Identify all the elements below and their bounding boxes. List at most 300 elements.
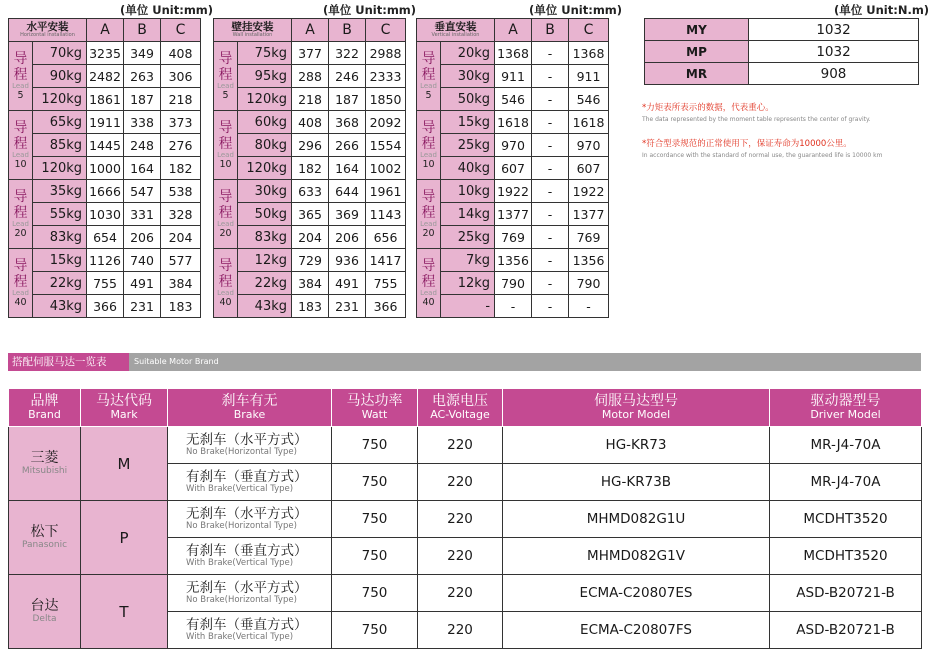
- table-row: [9, 134, 201, 157]
- table-row: [417, 180, 609, 203]
- table-cell: 546: [569, 88, 609, 111]
- load-weight: 43kg: [238, 295, 292, 318]
- table-row: [417, 295, 609, 318]
- table-cell: -: [569, 295, 609, 318]
- table-cell: -: [532, 111, 569, 134]
- table-cell: 1356: [569, 249, 609, 272]
- load-weight: 15kg: [33, 249, 87, 272]
- table-cell: -: [532, 226, 569, 249]
- lead-value: 10: [422, 159, 435, 171]
- load-weight: 75kg: [238, 42, 292, 65]
- load-weight: 85kg: [33, 134, 87, 157]
- brake-label: 有刹车（垂直方式）: [186, 542, 308, 559]
- brand-cell: [9, 575, 81, 649]
- table-cell: 577: [161, 249, 201, 272]
- brake-label-en: With Brake(Vertical Type): [186, 557, 294, 568]
- lead-label: 程: [421, 67, 436, 84]
- column-header-label-en: Mark: [110, 408, 138, 422]
- column-header-b: B: [329, 19, 366, 42]
- table-row: [214, 65, 406, 88]
- lead-label: 导: [218, 258, 233, 275]
- load-weight: 120kg: [33, 157, 87, 180]
- moment-table: [644, 18, 919, 85]
- table-cell: 755: [366, 272, 406, 295]
- table-cell: 218: [161, 88, 201, 111]
- table-cell: 1922: [495, 180, 532, 203]
- motor-model-cell: MHMD082G1U: [503, 501, 770, 538]
- column-header-label: 马达代码: [96, 393, 152, 410]
- table-cell: 1417: [366, 249, 406, 272]
- table-cell: 368: [329, 111, 366, 134]
- table-row: [9, 180, 201, 203]
- lead-label: 程: [13, 274, 28, 291]
- load-weight: 12kg: [238, 249, 292, 272]
- lead-label-en: Lead: [12, 82, 29, 91]
- installation-label-en: Wall installation: [232, 32, 273, 39]
- column-header-a: A: [292, 19, 329, 42]
- table-cell: 1666: [87, 180, 124, 203]
- column-header-label: 刹车有无: [221, 393, 278, 410]
- load-weight: 80kg: [238, 134, 292, 157]
- table-cell: 911: [569, 65, 609, 88]
- vertical-installation-table: [416, 18, 609, 318]
- table-cell: 769: [495, 226, 532, 249]
- load-weight: 15kg: [441, 111, 495, 134]
- driver-model-cell: MCDHT3520: [770, 501, 922, 538]
- table-row: [417, 272, 609, 295]
- table-cell: -: [495, 295, 532, 318]
- table-cell: -: [532, 272, 569, 295]
- column-header-label-en: Motor Model: [601, 408, 671, 422]
- brake-cell: [168, 612, 332, 649]
- table-cell: 2482: [87, 65, 124, 88]
- installation-label-en: Horizontal installation: [20, 32, 75, 39]
- table-cell: -: [532, 295, 569, 318]
- table-cell: 187: [124, 88, 161, 111]
- load-weight: 25kg: [441, 226, 495, 249]
- table-cell: 1356: [495, 249, 532, 272]
- column-header: [332, 389, 418, 427]
- installation-header: [417, 19, 495, 42]
- brand-name-en: Mitsubishi: [21, 466, 68, 477]
- lead-label: 导: [421, 258, 436, 275]
- brand-name: 三菱: [30, 450, 59, 467]
- moment-value: 1032: [749, 41, 919, 63]
- table-cell: 538: [161, 180, 201, 203]
- lead-cell: [417, 249, 441, 318]
- unit-label-horizontal: (单位 Unit:mm): [120, 3, 214, 17]
- table-cell: 1618: [495, 111, 532, 134]
- lead-cell: [9, 180, 33, 249]
- table-cell: 218: [292, 88, 329, 111]
- table-cell: 384: [161, 272, 201, 295]
- table-cell: 3235: [87, 42, 124, 65]
- table-cell: 1000: [87, 157, 124, 180]
- installation-header: [214, 19, 292, 42]
- table-cell: 328: [161, 203, 201, 226]
- table-cell: 369: [329, 203, 366, 226]
- table-cell: 288: [292, 65, 329, 88]
- lead-label: 程: [13, 136, 28, 153]
- table-cell: 349: [124, 42, 161, 65]
- brake-label: 有刹车（垂直方式）: [186, 616, 308, 633]
- table-cell: 1368: [569, 42, 609, 65]
- table-row: [214, 226, 406, 249]
- voltage-cell: 220: [418, 575, 503, 612]
- brake-cell: [168, 501, 332, 538]
- column-header-label: 电源电压: [432, 393, 488, 410]
- load-weight: 95kg: [238, 65, 292, 88]
- table-cell: 1618: [569, 111, 609, 134]
- load-weight: 83kg: [238, 226, 292, 249]
- column-header-b: B: [532, 19, 569, 42]
- brand-name-en: Panasonic: [21, 540, 68, 551]
- moment-key: MY: [645, 19, 749, 41]
- motor-model-cell: MHMD082G1V: [503, 538, 770, 575]
- unit-label-vertical: (单位 Unit:mm): [529, 3, 623, 17]
- table-row: [214, 180, 406, 203]
- table-cell: 546: [495, 88, 532, 111]
- load-weight: 40kg: [441, 157, 495, 180]
- lead-cell: [9, 249, 33, 318]
- lead-cell: [417, 111, 441, 180]
- table-cell: 1002: [366, 157, 406, 180]
- installation-label-en: Vertical installation: [431, 32, 480, 39]
- table-cell: 276: [161, 134, 201, 157]
- note-guaranteed-life: [642, 137, 882, 159]
- table-row: [9, 501, 922, 538]
- table-row: [9, 203, 201, 226]
- note-text: *符合型录规范的正常使用下，保证寿命为10000公里。: [642, 139, 852, 149]
- lead-label: 导: [421, 120, 436, 137]
- table-cell: 547: [124, 180, 161, 203]
- lead-cell: [214, 249, 238, 318]
- unit-label-wall: (单位 Unit:mm): [323, 3, 417, 17]
- note-text-en: In accordance with the standard of normal use, the guaranteed life is 10000 km: [642, 152, 883, 159]
- table-row: [214, 272, 406, 295]
- brand-name: 台达: [30, 598, 59, 615]
- table-cell: 607: [495, 157, 532, 180]
- table-cell: 2333: [366, 65, 406, 88]
- table-cell: 408: [161, 42, 201, 65]
- lead-value: 40: [14, 297, 27, 309]
- lead-label: 程: [218, 274, 233, 291]
- table-row: [417, 88, 609, 111]
- watt-cell: 750: [332, 575, 418, 612]
- table-row: [417, 226, 609, 249]
- table-cell: 187: [329, 88, 366, 111]
- brake-cell: [168, 427, 332, 464]
- table-row: [417, 65, 609, 88]
- watt-cell: 750: [332, 427, 418, 464]
- table-row: [417, 42, 609, 65]
- table-cell: 1143: [366, 203, 406, 226]
- table-row: [9, 157, 201, 180]
- table-cell: 183: [292, 295, 329, 318]
- note-text-en: The data represented by the moment table represents the center of gravity.: [642, 116, 871, 123]
- column-header-label-en: Brand: [28, 408, 61, 422]
- table-cell: 183: [161, 295, 201, 318]
- lead-label: 导: [218, 51, 233, 68]
- load-weight: 30kg: [238, 180, 292, 203]
- table-cell: 790: [495, 272, 532, 295]
- motor-model-cell: HG-KR73B: [503, 464, 770, 501]
- load-weight: 120kg: [238, 157, 292, 180]
- table-row: [214, 111, 406, 134]
- table-row: [9, 65, 201, 88]
- table-row: [417, 134, 609, 157]
- load-weight: 22kg: [33, 272, 87, 295]
- table-row: [9, 427, 922, 464]
- table-cell: 306: [161, 65, 201, 88]
- table-cell: 263: [124, 65, 161, 88]
- lead-label: 导: [13, 258, 28, 275]
- brake-cell: [168, 575, 332, 612]
- table-cell: 656: [366, 226, 406, 249]
- load-weight: 7kg: [441, 249, 495, 272]
- table-cell: 1377: [569, 203, 609, 226]
- load-weight: 25kg: [441, 134, 495, 157]
- table-cell: 206: [329, 226, 366, 249]
- lead-label-en: Lead: [217, 82, 234, 91]
- driver-model-cell: MR-J4-70A: [770, 464, 922, 501]
- lead-label: 导: [421, 189, 436, 206]
- load-weight: 60kg: [238, 111, 292, 134]
- voltage-cell: 220: [418, 538, 503, 575]
- table-cell: 164: [329, 157, 366, 180]
- table-cell: 366: [366, 295, 406, 318]
- load-weight: 90kg: [33, 65, 87, 88]
- mark-cell: M: [81, 427, 168, 501]
- column-header-label-en: AC-Voltage: [430, 408, 490, 422]
- table-cell: 740: [124, 249, 161, 272]
- load-weight: -: [441, 295, 495, 318]
- table-cell: 491: [329, 272, 366, 295]
- lead-value: 20: [219, 228, 232, 240]
- brake-label-en: With Brake(Vertical Type): [186, 483, 294, 494]
- lead-label: 程: [421, 136, 436, 153]
- column-header-b: B: [124, 19, 161, 42]
- table-row: [9, 42, 201, 65]
- table-row: [9, 272, 201, 295]
- load-weight: 43kg: [33, 295, 87, 318]
- brake-label: 无刹车（水平方式）: [186, 579, 308, 596]
- lead-cell: [9, 111, 33, 180]
- header-row: [214, 19, 406, 42]
- lead-label: 导: [218, 120, 233, 137]
- load-weight: 70kg: [33, 42, 87, 65]
- lead-label-en: Lead: [420, 82, 437, 91]
- table-row: [214, 42, 406, 65]
- table-cell: 729: [292, 249, 329, 272]
- load-weight: 83kg: [33, 226, 87, 249]
- watt-cell: 750: [332, 612, 418, 649]
- table-cell: 206: [124, 226, 161, 249]
- table-row: [417, 111, 609, 134]
- column-header: [770, 389, 922, 427]
- motor-section-title: 搭配伺服马达一览表: [8, 353, 129, 371]
- mark-cell: T: [81, 575, 168, 649]
- load-weight: 12kg: [441, 272, 495, 295]
- table-row: [9, 226, 201, 249]
- column-header-label-en: Watt: [361, 408, 388, 422]
- lead-label: 导: [13, 189, 28, 206]
- lead-label: 导: [218, 189, 233, 206]
- table-cell: 633: [292, 180, 329, 203]
- lead-label: 导: [13, 51, 28, 68]
- table-cell: 231: [329, 295, 366, 318]
- load-weight: 65kg: [33, 111, 87, 134]
- table-row: [417, 249, 609, 272]
- table-cell: 204: [161, 226, 201, 249]
- lead-label-en: Lead: [217, 151, 234, 160]
- column-header-label: 马达功率: [346, 393, 403, 410]
- brand-name: 松下: [30, 524, 59, 541]
- header-row: [9, 19, 201, 42]
- column-header-a: A: [495, 19, 532, 42]
- table-cell: 384: [292, 272, 329, 295]
- installation-label: 壁挂安装: [231, 20, 274, 33]
- motor-model-cell: HG-KR73: [503, 427, 770, 464]
- table-cell: 491: [124, 272, 161, 295]
- lead-label: 导: [421, 51, 436, 68]
- column-header-label-en: Driver Model: [810, 408, 881, 422]
- lead-label: 程: [421, 274, 436, 291]
- table-cell: 2988: [366, 42, 406, 65]
- lead-value: 20: [422, 228, 435, 240]
- lead-label: 程: [218, 136, 233, 153]
- lead-label-en: Lead: [12, 220, 29, 229]
- table-cell: 331: [124, 203, 161, 226]
- table-cell: 1030: [87, 203, 124, 226]
- lead-value: 20: [14, 228, 27, 240]
- table-cell: 654: [87, 226, 124, 249]
- brake-label-en: No Brake(Horizontal Type): [186, 446, 297, 457]
- table-cell: 182: [161, 157, 201, 180]
- installation-label: 垂直安装: [434, 20, 477, 33]
- table-cell: -: [532, 180, 569, 203]
- brake-label: 无刹车（水平方式）: [186, 505, 308, 522]
- table-row: [9, 249, 201, 272]
- table-cell: 182: [292, 157, 329, 180]
- column-header-a: A: [87, 19, 124, 42]
- table-cell: 1445: [87, 134, 124, 157]
- lead-value: 10: [14, 159, 27, 171]
- motor-brand-table: [8, 388, 922, 649]
- motor-model-cell: ECMA-C20807ES: [503, 575, 770, 612]
- voltage-cell: 220: [418, 612, 503, 649]
- column-header-label: 驱动器型号: [810, 393, 881, 410]
- load-weight: 50kg: [441, 88, 495, 111]
- lead-label-en: Lead: [12, 289, 29, 298]
- table-row: [214, 249, 406, 272]
- column-header-label: 伺服马达型号: [594, 393, 678, 410]
- lead-value: 5: [17, 90, 24, 102]
- driver-model-cell: MCDHT3520: [770, 538, 922, 575]
- brake-label-en: With Brake(Vertical Type): [186, 631, 294, 642]
- table-cell: 408: [292, 111, 329, 134]
- table-cell: 164: [124, 157, 161, 180]
- lead-cell: [214, 42, 238, 111]
- table-row: [214, 203, 406, 226]
- column-header-label: 品牌: [30, 393, 59, 410]
- lead-cell: [214, 111, 238, 180]
- moment-key: MR: [645, 63, 749, 85]
- lead-label-en: Lead: [12, 151, 29, 160]
- column-header: [418, 389, 503, 427]
- table-cell: 231: [124, 295, 161, 318]
- table-cell: 644: [329, 180, 366, 203]
- brake-label-en: No Brake(Horizontal Type): [186, 594, 297, 605]
- brand-name-en: Delta: [32, 614, 57, 625]
- load-weight: 20kg: [441, 42, 495, 65]
- lead-label-en: Lead: [420, 289, 437, 298]
- table-cell: -: [532, 134, 569, 157]
- lead-cell: [417, 180, 441, 249]
- lead-label: 程: [218, 205, 233, 222]
- table-cell: 1911: [87, 111, 124, 134]
- table-cell: 373: [161, 111, 201, 134]
- brake-cell: [168, 538, 332, 575]
- table-cell: 1922: [569, 180, 609, 203]
- horizontal-installation-table: [8, 18, 201, 318]
- driver-model-cell: MR-J4-70A: [770, 427, 922, 464]
- table-row: [9, 111, 201, 134]
- brake-cell: [168, 464, 332, 501]
- load-weight: 55kg: [33, 203, 87, 226]
- moment-row: [645, 19, 919, 41]
- lead-value: 10: [219, 159, 232, 171]
- table-cell: 2092: [366, 111, 406, 134]
- table-cell: 204: [292, 226, 329, 249]
- lead-label-en: Lead: [420, 151, 437, 160]
- lead-cell: [9, 42, 33, 111]
- voltage-cell: 220: [418, 501, 503, 538]
- table-cell: 366: [87, 295, 124, 318]
- column-header: [503, 389, 770, 427]
- watt-cell: 750: [332, 501, 418, 538]
- table-row: [9, 88, 201, 111]
- table-cell: 936: [329, 249, 366, 272]
- mark-cell: P: [81, 501, 168, 575]
- table-cell: -: [532, 157, 569, 180]
- watt-cell: 750: [332, 464, 418, 501]
- load-weight: 14kg: [441, 203, 495, 226]
- table-cell: 377: [292, 42, 329, 65]
- table-cell: 911: [495, 65, 532, 88]
- lead-label: 程: [13, 67, 28, 84]
- table-cell: 1377: [495, 203, 532, 226]
- motor-section-subtitle: Suitable Motor Brand: [134, 357, 219, 366]
- column-header: [9, 389, 81, 427]
- moment-value: 1032: [749, 19, 919, 41]
- column-header-c: C: [366, 19, 406, 42]
- lead-value: 40: [219, 297, 232, 309]
- table-cell: 1126: [87, 249, 124, 272]
- table-cell: 1861: [87, 88, 124, 111]
- load-weight: 50kg: [238, 203, 292, 226]
- load-weight: 30kg: [441, 65, 495, 88]
- table-row: [214, 157, 406, 180]
- column-header: [168, 389, 332, 427]
- lead-label: 导: [13, 120, 28, 137]
- brake-label: 有刹车（垂直方式）: [186, 468, 308, 485]
- table-cell: -: [532, 65, 569, 88]
- lead-label: 程: [218, 67, 233, 84]
- lead-label-en: Lead: [217, 220, 234, 229]
- table-cell: 755: [87, 272, 124, 295]
- table-cell: 365: [292, 203, 329, 226]
